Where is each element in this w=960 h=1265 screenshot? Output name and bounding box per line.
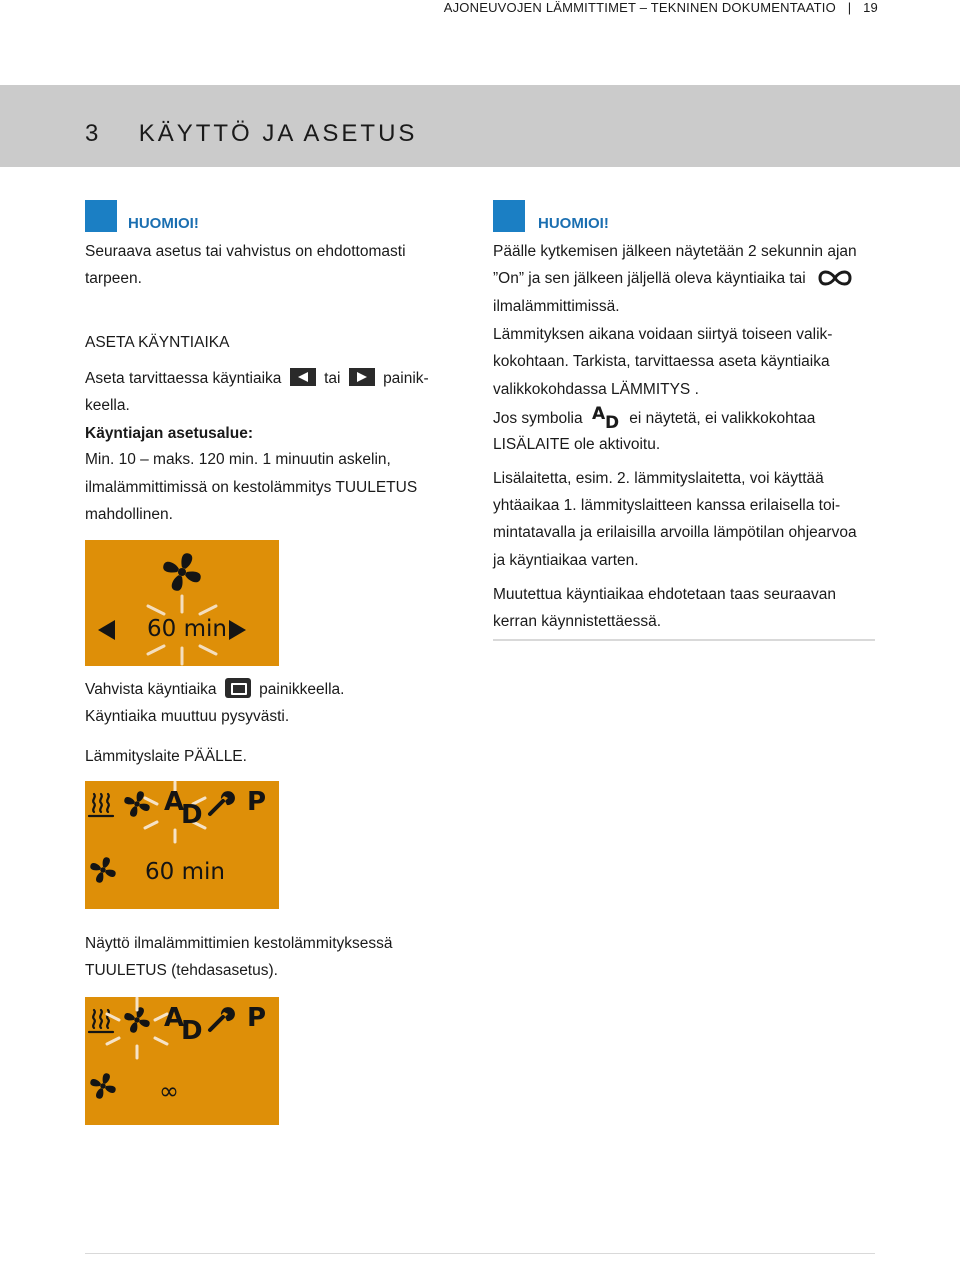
panel3-ad-d: D: [181, 1016, 203, 1046]
set-runtime-line: [85, 365, 429, 392]
left-arrow-button-icon: [290, 368, 316, 386]
para4-line-3: mintatavalla ja erilaisilla arvoilla lämpötilan ohjearvoa: [493, 524, 857, 541]
para2-line-3: valikkokohdassa LÄMMITYS .: [493, 381, 699, 398]
fan-icon: [90, 857, 115, 882]
fan-icon: [163, 553, 201, 591]
note-text-line-1: Seuraava asetus tai vahvistus on ehdottomasti: [85, 243, 406, 260]
para3-line-2: LISÄLAITE ole aktivoitu.: [493, 436, 661, 453]
para5-line-1: Muutettua käyntiaikaa ehdotetaan taas seuraavan: [493, 586, 836, 603]
note-marker-right: [493, 200, 525, 232]
set-runtime-text-a: Aseta tarvittaessa käyntiaika: [85, 370, 282, 387]
para1-line-3: ilmalämmittimissä.: [493, 298, 620, 315]
chapter-title: [85, 120, 417, 148]
fan-icon: [90, 1073, 115, 1098]
panel1-value: 60 min: [147, 616, 227, 642]
header-separator: |: [847, 0, 852, 15]
set-runtime-line-2: keella.: [85, 397, 130, 414]
para2-line-2: kokohtaan. Tarkista, tarvittaessa aseta käyntiaika: [493, 353, 830, 370]
note-heading-right: HUOMIOI!: [538, 215, 609, 232]
confirm-text-b: painikkeella.: [259, 681, 345, 698]
heater-on-text: Lämmityslaite PÄÄLLE.: [85, 748, 247, 765]
wrench-icon: [210, 1007, 235, 1030]
confirm-line-2: Käyntiaika muuttuu pysyvästi.: [85, 708, 290, 725]
page-number: 19: [863, 0, 878, 15]
panel3-ad-a: A: [164, 1003, 185, 1033]
note-heading-left: HUOMIOI!: [128, 215, 199, 232]
para3-line-1: [493, 403, 815, 432]
panel2-p: P: [247, 787, 267, 817]
para1-line-1: Päälle kytkemisen jälkeen näytetään 2 sekunnin ajan: [493, 243, 857, 260]
section-title: ASETA KÄYNTIAIKA: [85, 334, 230, 351]
left-arrow-icon: [98, 620, 115, 640]
display-panel-heater-on: [85, 781, 279, 909]
para2-line-1: Lämmityksen aikana voidaan siirtyä toiseen valik-: [493, 326, 833, 343]
display-panel-runtime: [85, 540, 279, 666]
para3-text-a: Jos symbolia: [493, 410, 583, 427]
display-caption-line-2: TUULETUS (tehdasasetus).: [85, 962, 278, 979]
para3-text-b: ei näytetä, ei valikkokohtaa: [629, 410, 816, 427]
right-arrow-button-icon: [349, 368, 375, 386]
range-line-1: Min. 10 – maks. 120 min. 1 minuutin askelin,: [85, 451, 391, 468]
display-caption-line-1: Näyttö ilmalämmittimien kestolämmityksessä: [85, 935, 393, 952]
heater-icon: [89, 794, 113, 816]
ok-button-icon: [225, 678, 251, 698]
panel2-ad-d: D: [181, 800, 203, 830]
panel1-graphics: [85, 540, 279, 666]
para5-line-2: kerran käynnistettäessä.: [493, 613, 662, 630]
set-runtime-text-b: painik-: [383, 370, 429, 387]
range-line-2: ilmalämmittimissä on kestolämmitys TUULETUS: [85, 479, 418, 496]
fan-icon: [124, 791, 149, 816]
para1-line-2-text: ”On” ja sen jälkeen jäljellä oleva käyntiaika tai: [493, 270, 806, 287]
chapter-title-text: KÄYTTÖ JA ASETUS: [138, 120, 418, 147]
note-text-line-2: tarpeen.: [85, 270, 142, 287]
svg-text:D: D: [604, 413, 620, 429]
confirm-line: [85, 676, 344, 703]
panel2-ad-a: A: [164, 787, 185, 817]
svg-text:A: A: [591, 404, 606, 424]
page-bottom-rule: [85, 1253, 875, 1254]
right-column-rule: [493, 639, 875, 641]
running-title: AJONEUVOJEN LÄMMITTIMET – TEKNINEN DOKUMENTAATIO: [443, 0, 836, 15]
running-header: [444, 0, 878, 15]
wrench-icon: [210, 791, 235, 814]
infinity-icon: [816, 268, 854, 288]
panel3-p: P: [247, 1003, 267, 1033]
right-arrow-icon: [229, 620, 246, 640]
para4-line-4: ja käyntiaikaa varten.: [493, 552, 639, 569]
ad-symbol-icon: [591, 403, 621, 429]
para4-line-2: yhtäaikaa 1. lämmityslaitteen kanssa erilaisella toi-: [493, 497, 841, 514]
para1-line-2: [493, 265, 854, 292]
panel2-value: 60 min: [145, 859, 225, 885]
note-marker-left: [85, 200, 117, 232]
display-panel-continuous: [85, 997, 279, 1125]
confirm-text-a: Vahvista käyntiaika: [85, 681, 217, 698]
range-line-3: mahdollinen.: [85, 506, 173, 523]
range-heading: Käyntiajan asetusalue:: [85, 425, 253, 442]
chapter-number: 3: [85, 120, 102, 147]
panel3-value: ∞: [159, 1077, 179, 1105]
set-runtime-or: tai: [324, 370, 341, 387]
heater-icon: [89, 1010, 113, 1032]
para4-line-1: Lisälaitetta, esim. 2. lämmityslaitetta, voi käyttää: [493, 470, 824, 487]
